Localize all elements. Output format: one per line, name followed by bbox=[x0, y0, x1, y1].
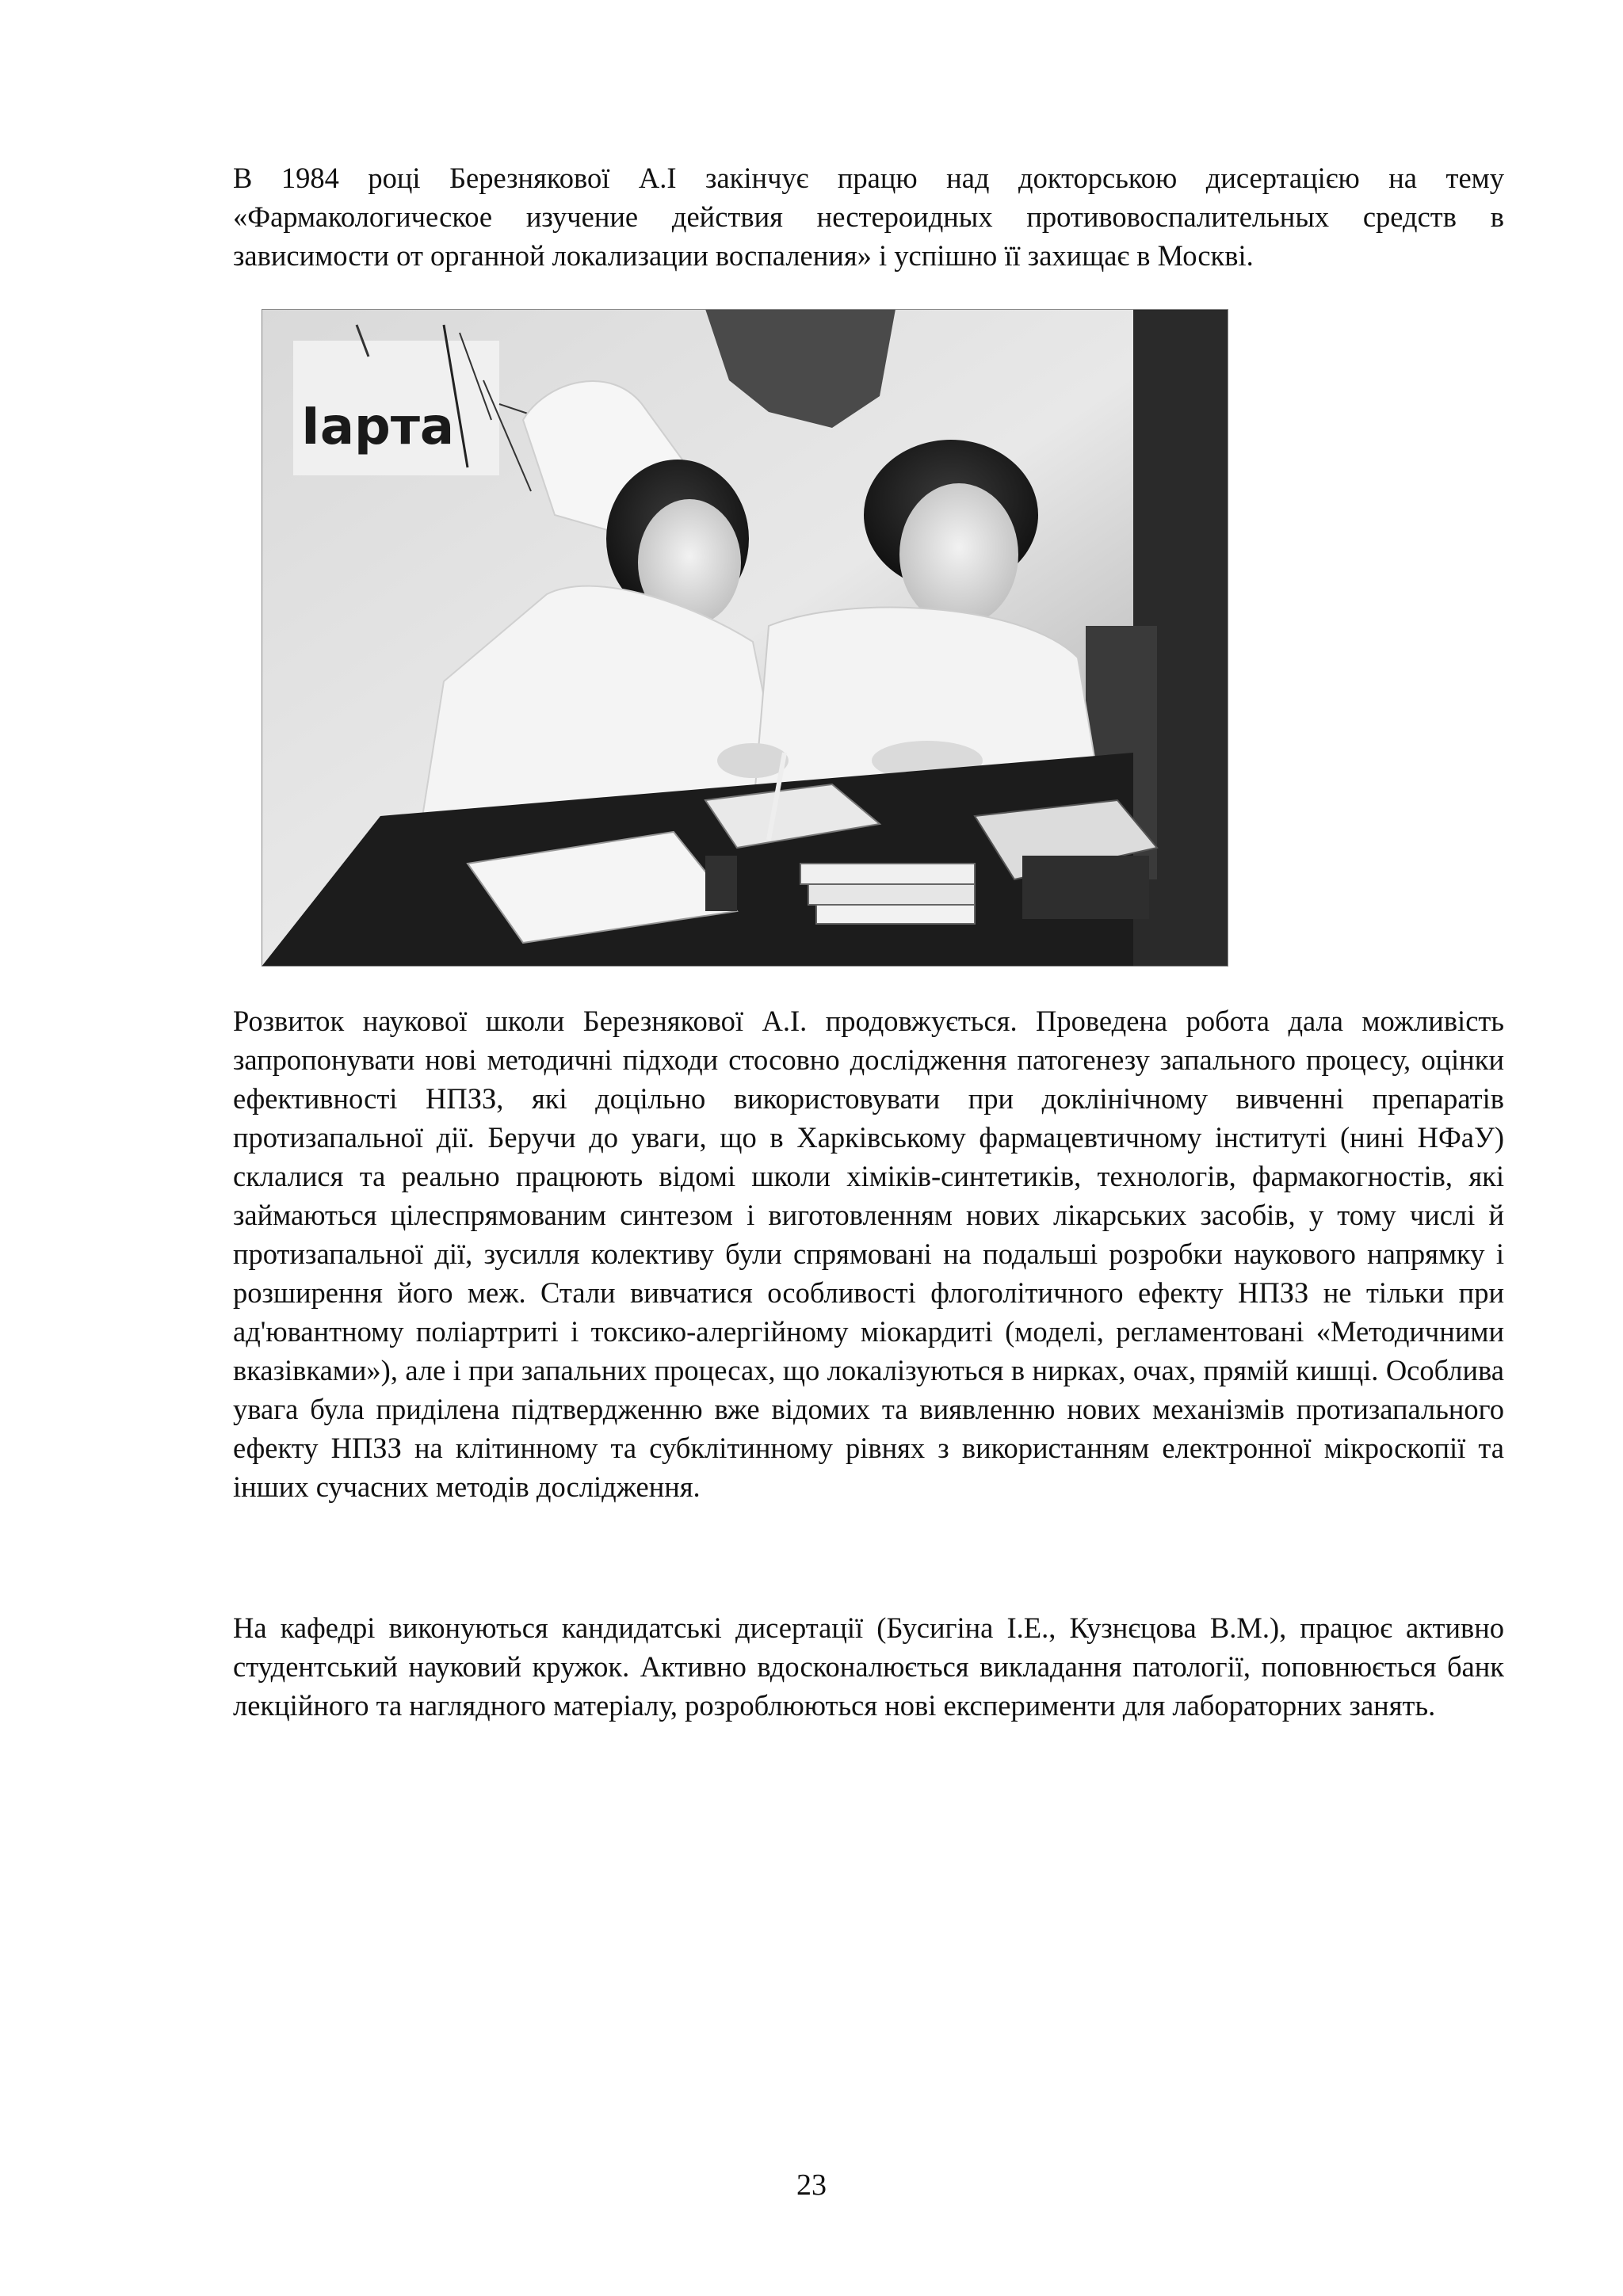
intro-paragraph: В 1984 році Березнякової А.І закінчує працю над докторською дисертацією на тему «Фармакологическое изучение действия нестероидных противовоспалительных средств в зависимости от органной локализации воспаления» і успішно її захищає в Москві. bbox=[233, 162, 1504, 272]
wall-sign-text: Іарта bbox=[301, 398, 455, 456]
development-paragraph: Розвиток наукової школи Березнякової А.І. продовжується. Проведена робота дала можливість запропонувати нові методичні підходи стосовно дослідження патогенезу запального процесу, оцінки ефективності НПЗЗ, які доцільно використовувати при доклінічному вивченні препаратів протизапальної дії. Беручи до уваги, що в Харківському фармацевтичному інституті (нині НФаУ) склалися та реально працюють відомі школи хіміків-синтетиків, технологів, фармакогностів, які займаються цілеспрямованим синтезом і виготовленням нових лікарських засобів, у тому числі й протизапальної дії, зусилля колективу були спрямовані на подальші розробки наукового напрямку і розширення його меж. Стали вивчатися особливості флоголітичного ефекту НПЗЗ не тільки при ад'ювантному поліартриті і токсико-алергійному міокардиті (моделі, регламентовані «Методичними вказівками»), але і при запальних процесах, що локалізуються в нирках, очах, прямій кишці. Особлива увага була приділена підтвердженню вже відомих та виявленню нових механізмів протизапального ефекту НПЗЗ на клітинному та субклітинному рівнях з використанням електронної мікроскопії та інших сучасних методів дослідження. bbox=[233, 1005, 1504, 1503]
department-paragraph: На кафедрі виконуються кандидатські дисертації (Бусигіна І.Е., Кузнєцова В.М.), працює активно студентський науковий кружок. Активно вдосконалюється викладання патології, поповнюється банк лекційного та наглядного матеріалу, розроблюються нові експерименти для лабораторних занять. bbox=[233, 1611, 1504, 1722]
archival-photo bbox=[262, 309, 1228, 967]
page-number: 23 bbox=[796, 2168, 827, 2202]
